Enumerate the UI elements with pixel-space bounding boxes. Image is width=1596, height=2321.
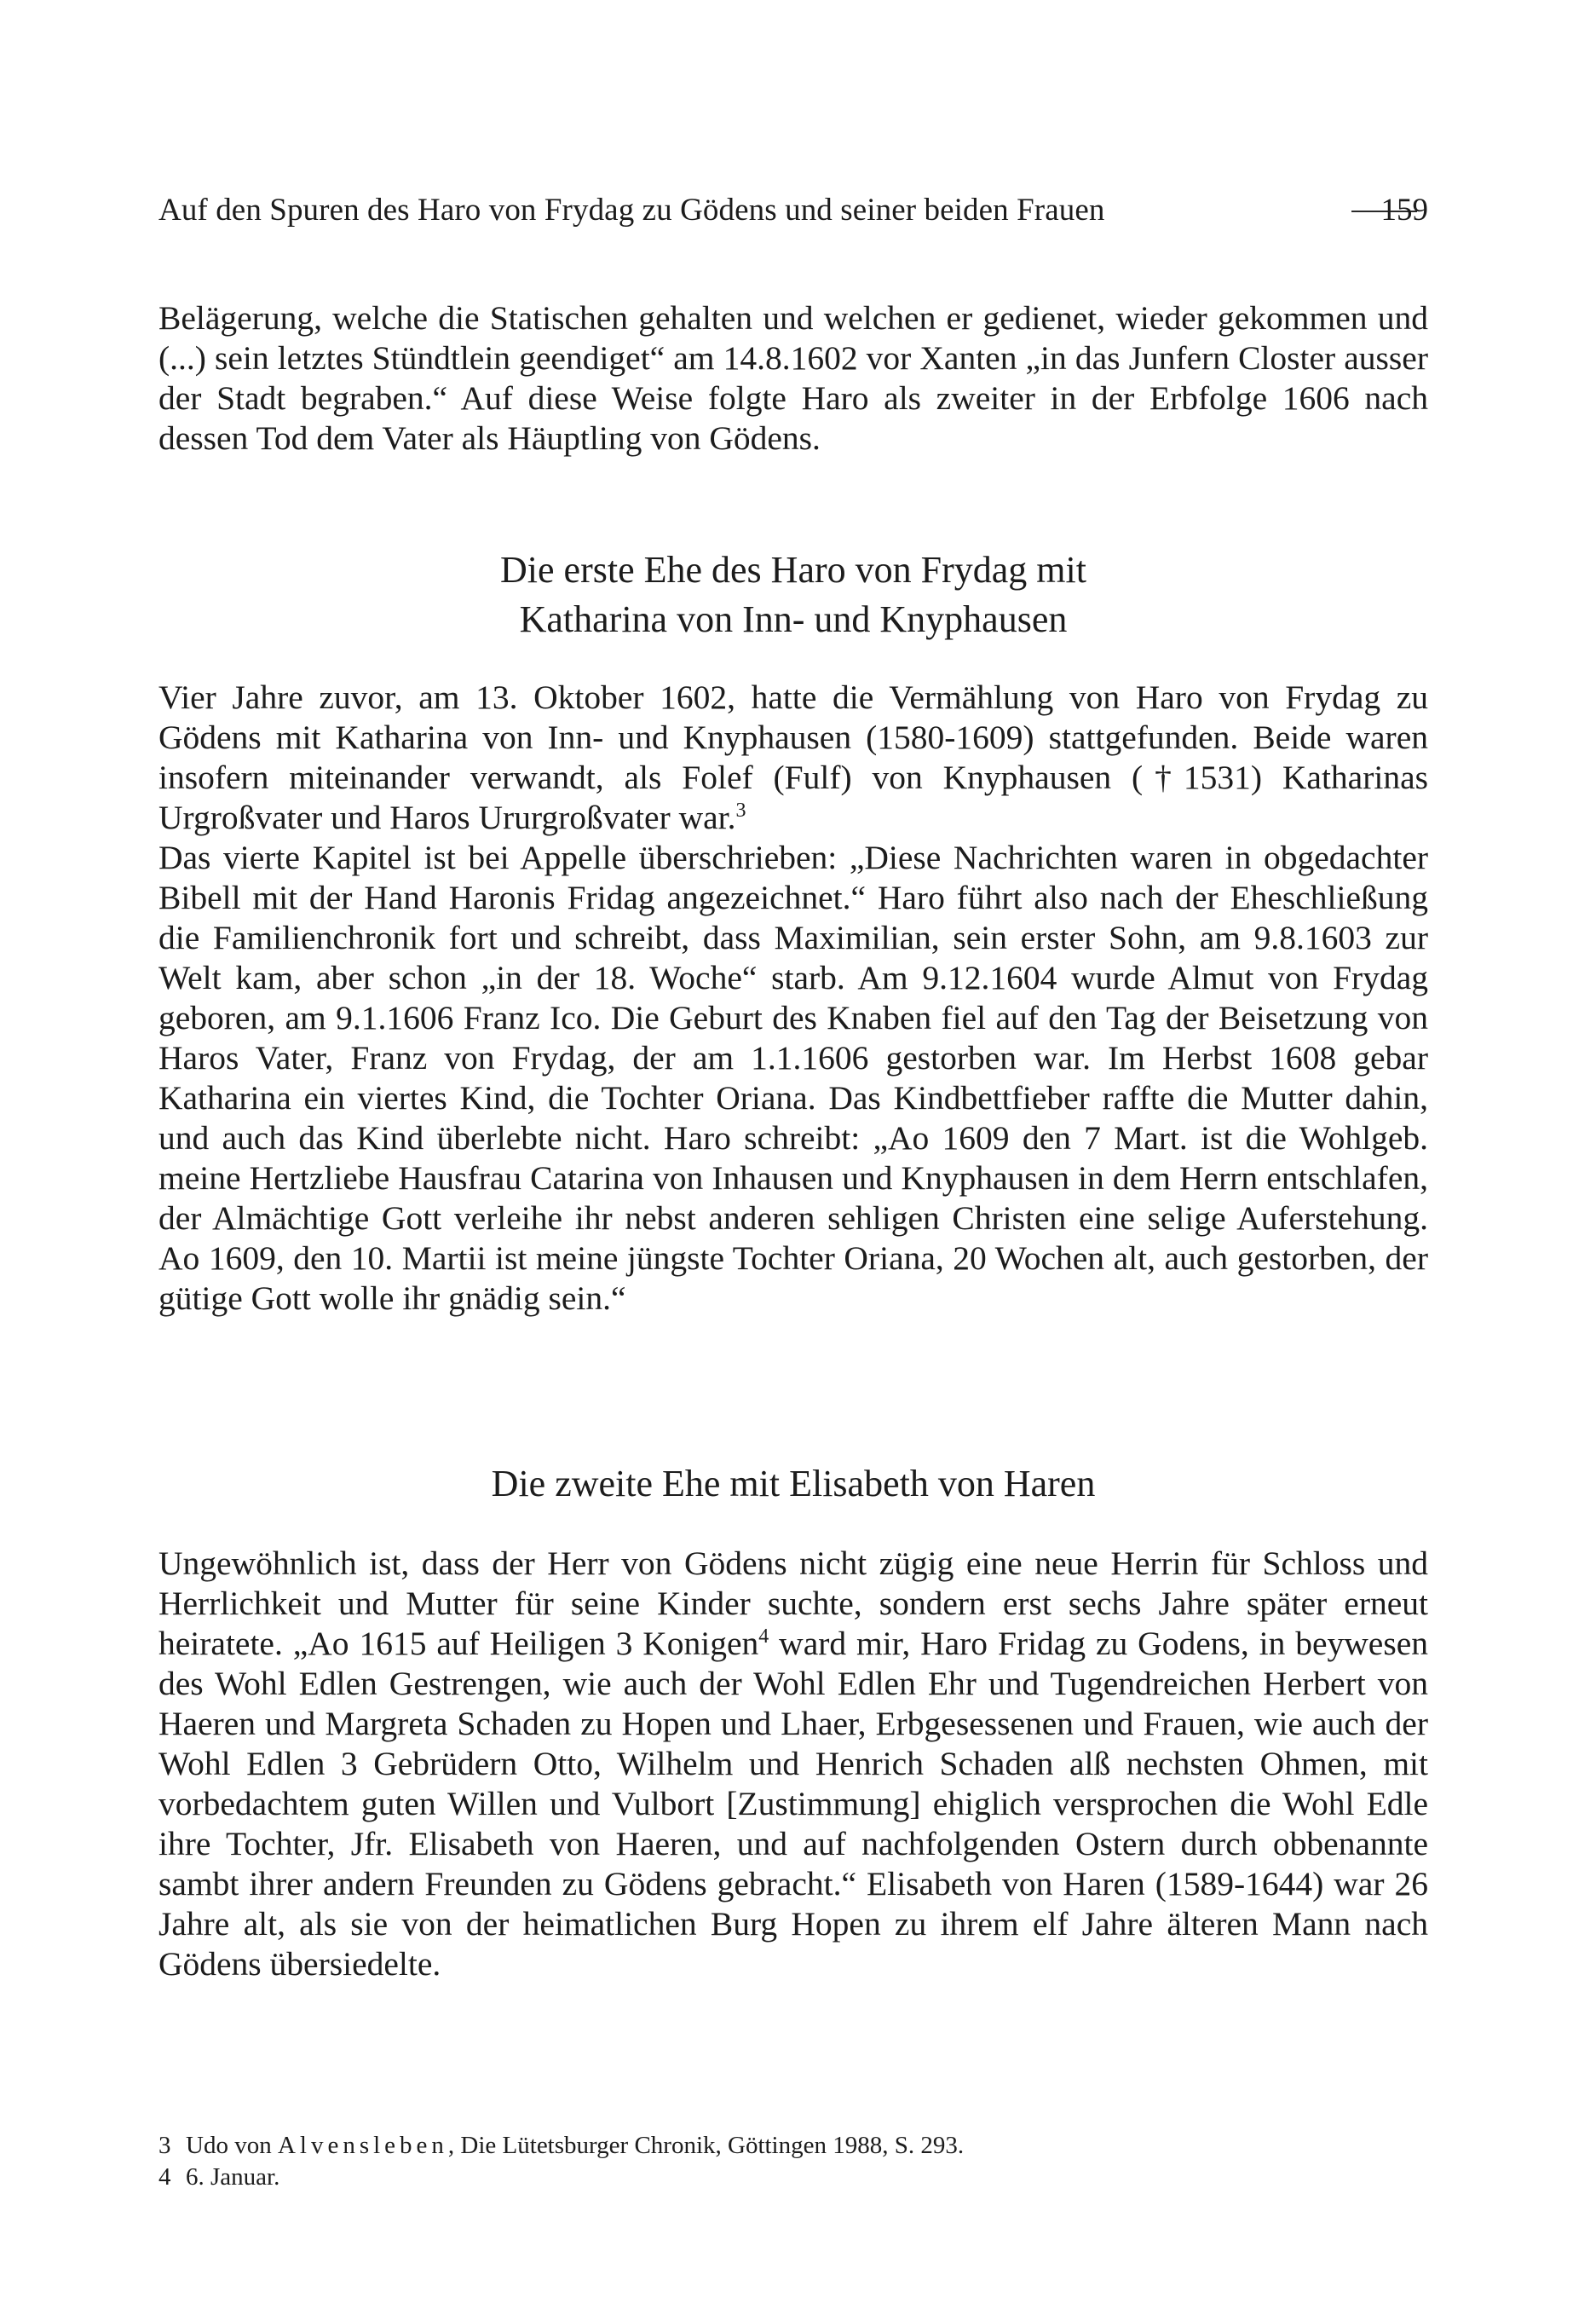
footnote-text-pre: Udo von [186, 2132, 278, 2159]
section2-text [158, 1544, 1428, 1984]
section1-para1-text: Vier Jahre zuvor, am 13. Oktober 1602, hatte die Vermählung von Haro von Frydag zu Gödens mit Katharina von Inn- und Knyphausen (1580-1609) stattgefunden. Beide waren insofern miteinander verwandt, als Folef (Fulf) von Knyphausen (†1531) Katharinas Urgroßvater und Haros Ururgroßvater war. [158, 678, 1428, 836]
section1-paragraph-1 [158, 678, 1428, 838]
page-number: 159 [1380, 193, 1428, 228]
footnotes [158, 2130, 1428, 2193]
footnote-ref-4: 4 [758, 1625, 769, 1648]
intro-paragraph: Belägerung, welche die Statischen gehalten und welchen er gedienet, wieder gekommen und (...) sein letztes Stündtlein geendiget“ am 14.8.1602 vor Xanten „in das Junfern Closter ausser der Stadt begraben.“ Auf diese Weise folgte Haro als zweiter in der Erbfolge 1606 nach dessen Tod dem Vater als Häuptling von Gödens. [158, 299, 1428, 457]
heading-line-2: Katharina von Inn- und Knyphausen [519, 598, 1068, 640]
section2-para1-part1: Ungewöhnlich ist, dass der Herr von Gödens nicht zügig eine neue Herrin für Schloss und Herrlichkeit und Mutter für seine Kinder suchte, sondern erst sechs Jahre später erneut heiratete. „Ao 1615 auf Heiligen 3 Konigen [158, 1544, 1428, 1662]
footnote-number: 3 [158, 2132, 171, 2159]
heading-line-1: Die erste Ehe des Haro von Frydag mit [500, 549, 1086, 591]
footnote-text: 6. Januar. [186, 2163, 280, 2191]
section-heading-first-marriage [158, 546, 1428, 644]
section1-paragraph-2: Das vierte Kapitel ist bei Appelle überschrieben: „Diese Nachrichten waren in obgedachter Bibell mit der Hand Haronis Fridag angezeichnet.“ Haro führt also nach der Eheschließung die Familienchronik fort und schreibt, dass Maximilian, sein erster Sohn, am 9.8.1603 zur Welt kam, aber schon „in der 18. Woche“ starb. Am 9.12.1604 wurde Almut von Frydag geboren, am 9.1.1606 Franz Ico. Die Geburt des Knaben fiel auf den Tag der Beisetzung von Haros Vater, Franz von Frydag, der am 1.1.1606 gestorben war. Im Herbst 1608 gebar Katharina ein viertes Kind, die Tochter Oriana. Das Kindbettfieber raffte die Mutter dahin, und auch das Kind überlebte nicht. Haro schreibt: „Ao 1609 den 7 Mart. ist die Wohlgeb. meine Hertzliebe Hausfrau Catarina von Inhausen und Knyphausen in dem Herrn entschlafen, der Almächtige Gott verleihe ihr nebst anderen sehligen Christen eine selige Auferstehung. Ao 1609, den 10. Martii ist meine jüngste Tochter Oriana, 20 Wochen alt, auch gestorben, der gütige Gott wolle ihr gnädig sein.“ [158, 839, 1428, 1317]
footnote-text-post: , Die Lütetsburger Chronik, Göttingen 1988, S. 293. [447, 2132, 965, 2159]
footnote-ref-3: 3 [735, 799, 746, 822]
footnote-author: Alvensleben [277, 2132, 448, 2159]
intro-paragraph-block [158, 298, 1428, 459]
section1-text [158, 678, 1428, 1319]
section-heading-second-marriage: Die zweite Ehe mit Elisabeth von Haren [491, 1463, 1096, 1504]
footnote-3 [158, 2130, 1428, 2162]
section2-paragraph-1 [158, 1544, 1428, 1984]
running-title: Auf den Spuren des Haro von Frydag zu Gödens und seiner beiden Frauen [158, 193, 1105, 228]
section2-para1-part2: ward mir, Haro Fridag zu Godens, in beywesen des Wohl Edlen Gestrengen, wie auch der Wohl Edlen Ehr und Tugendreichen Herbert von Haeren und Margreta Schaden zu Hopen und Lhaer, Erbgesessenen und Frauen, wie auch der Wohl Edlen 3 Gebrüdern Otto, Wilhelm und Henrich Schaden alß nechsten Ohmen, mit vorbedachtem guten Willen und Vulbort [Zustimmung] ehiglich versprochen die Wohl Edle ihre Tochter, Jfr. Elisabeth von Haeren, und auf nachfolgenden Ostern durch obbenannte sambt ihrer andern Freunden zu Gödens gebracht.“ Elisabeth von Haren (1589-1644) war 26 Jahre alt, als sie von der heimatlichen Burg Hopen zu ihrem elf Jahre älteren Mann nach Gödens übersiedelte. [158, 1625, 1428, 1983]
footnote-4 [158, 2162, 1428, 2193]
footnote-number: 4 [158, 2163, 171, 2191]
running-header [158, 189, 1428, 232]
